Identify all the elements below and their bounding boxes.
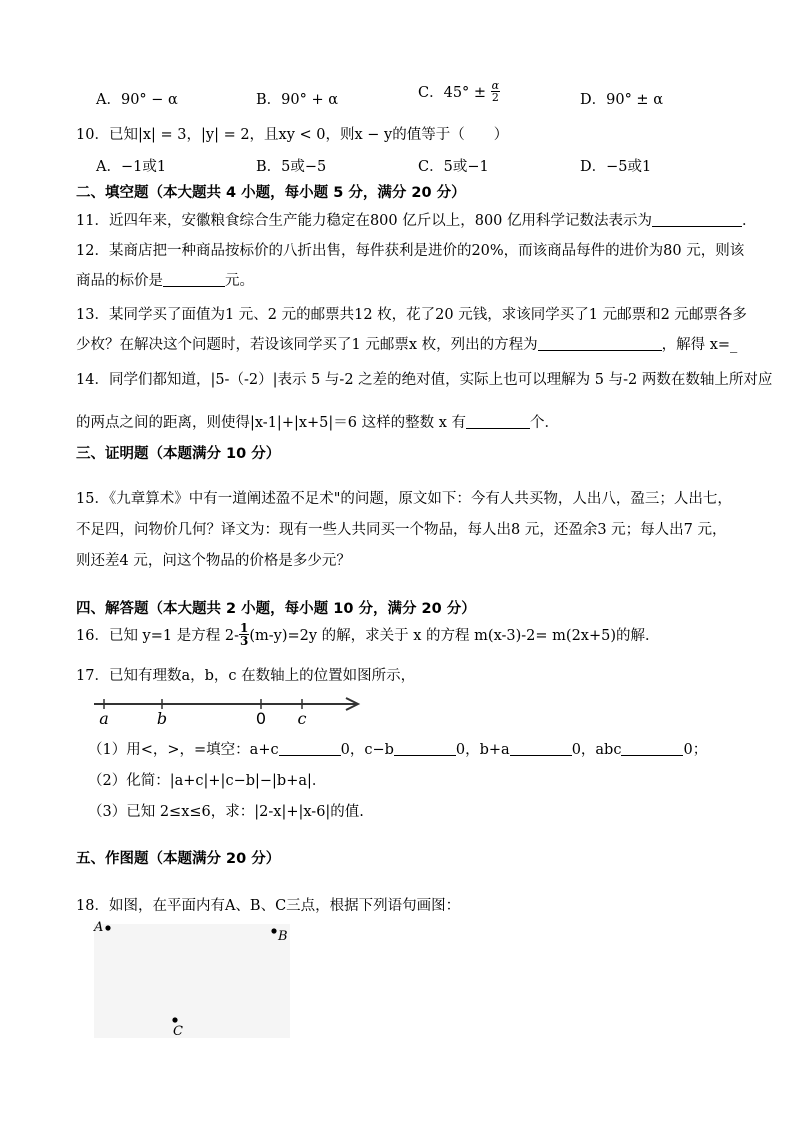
q17-number-line <box>90 694 364 728</box>
q16-post: (m-y)=2y 的解，求关于 x 的方程 m(x-3)-2= m(2x+5)的解． <box>249 628 660 644</box>
q17-part1 <box>88 738 707 759</box>
q17-stem: 17．已知有理数a，b，c 在数轴上的位置如图所示， <box>76 668 416 684</box>
q14-line1: 14．同学们都知道，|5-（-2）|表示 5 与-2 之差的绝对值，实际上也可以理解为 5 与-2 两数在数轴上所对应 <box>76 372 773 388</box>
q10-option-a: A．−1或1 <box>96 159 167 175</box>
figure-background <box>94 924 290 1038</box>
q9-option-c <box>418 80 500 103</box>
q10-option-d: D．−5或1 <box>580 159 652 175</box>
point-b-label: B <box>278 929 288 944</box>
q16-pre: 16．已知 y=1 是方程 2- <box>76 628 239 644</box>
q14-line2-pre: 的两点之间的距离，则使得|x-1|+|x+5|＝6 这样的整数 x 有 <box>76 415 467 431</box>
q15-line1: 15．《九章算术》中有一道阐述盈不足术"的问题，原文如下：今有人共买物，人出八，盈三；人出七， <box>76 491 732 507</box>
section-4-title: 四、解答题（本大题共 2 小题，每小题 10 分，满分 20 分） <box>76 601 476 617</box>
q17-part1-d: 0，abc <box>571 742 622 758</box>
q13-line2-pre: 少枚？在解决这个问题时，若设该同学买了1 元邮票x 枚，列出的方程为 <box>76 337 538 353</box>
label-b: b <box>156 709 168 728</box>
q10-option-c: C．5或−1 <box>418 159 489 175</box>
q17-blank-2[interactable] <box>394 741 456 756</box>
q9-option-c-denominator: 2 <box>491 91 499 104</box>
q13-equation-blank[interactable] <box>538 336 662 351</box>
q16-frac-num: 1 <box>239 621 249 635</box>
q11 <box>76 209 757 230</box>
q17-part2: （2）化简：|a+c|+|c−b|−|b+a|． <box>88 773 327 789</box>
q12-line2-post: 元。 <box>225 273 254 289</box>
q9-option-c-fraction <box>491 80 500 103</box>
q10-stem: 10．已知|x| = 3，|y| = 2，且xy < 0，则x − y的值等于（ ） <box>76 127 509 143</box>
point-c-label: C <box>173 1024 183 1039</box>
q13-line2 <box>76 333 737 354</box>
point-a <box>105 925 110 930</box>
point-a-label: A <box>94 920 104 935</box>
q16-frac-den: 3 <box>239 634 249 648</box>
q13-line1: 13．某同学买了面值为1 元、2 元的邮票共12 枚，花了20 元钱，求该同学买了1 元邮票和2 元邮票各多 <box>76 307 747 323</box>
q11-answer-blank[interactable] <box>652 212 742 227</box>
q12-line2 <box>76 269 254 290</box>
q10-option-b: B．5或−5 <box>256 159 327 175</box>
q12-line1: 12．某商店把一种商品按标价的八折出售，每件获利是进价的20%，而该商品每件的进价为80 元，则该 <box>76 243 745 259</box>
q13-line2-post: ，解得 x=_ <box>661 337 738 353</box>
q17-part1-b: 0，c−b <box>340 742 394 758</box>
q17-part1-end: 0； <box>683 742 708 758</box>
q17-blank-4[interactable] <box>621 741 683 756</box>
point-b <box>271 928 276 933</box>
q15-line3: 则还差4 元，问这个物品的价格是多少元？ <box>76 553 351 569</box>
q18-stem: 18．如图，在平面内有A、B、C三点，根据下列语句画图： <box>76 898 461 914</box>
q17-part3: （3）已知 2≤x≤6，求：|2-x|+|x-6|的值. <box>88 804 364 820</box>
q11-text: 11．近四年来，安徽粮食综合生产能力稳定在800 亿斤以上，800 亿用科学记数法表示为 <box>76 213 653 229</box>
q16-fraction <box>239 622 249 647</box>
q9-option-c-numerator: α <box>491 79 500 92</box>
q18-figure <box>90 918 296 1040</box>
q14-line2 <box>76 411 559 432</box>
q17-part1-c: 0，b+a <box>455 742 510 758</box>
q11-end: ． <box>742 213 757 229</box>
section-3-title: 三、证明题（本题满分 10 分） <box>76 446 281 462</box>
label-c: c <box>297 709 307 728</box>
label-0: 0 <box>255 709 267 728</box>
q9-option-c-prefix: C．45° ± <box>418 85 487 101</box>
q16 <box>76 622 660 647</box>
q17-blank-3[interactable] <box>510 741 572 756</box>
q14-line2-post: 个． <box>530 415 560 431</box>
point-c <box>172 1017 177 1022</box>
q9-option-a: A．90° − α <box>96 92 178 108</box>
q9-option-d: D．90° ± α <box>580 92 663 108</box>
label-a: a <box>99 709 109 728</box>
q17-blank-1[interactable] <box>279 741 341 756</box>
q15-line2: 不足四，问物价几何？译文为：现有一些人共同买一个物品，每人出8 元，还盈余3 元；每人出7 元， <box>76 522 727 538</box>
q12-line2-pre: 商品的标价是 <box>76 273 163 289</box>
section-2-title: 二、填空题（本大题共 4 小题，每小题 5 分，满分 20 分） <box>76 185 466 201</box>
q17-part1-pre: （1）用<，>，=填空：a+c <box>88 742 279 758</box>
q14-answer-blank[interactable] <box>466 414 530 429</box>
q9-option-b: B．90° + α <box>256 92 339 108</box>
q12-answer-blank[interactable] <box>163 272 225 287</box>
section-5-title: 五、作图题（本题满分 20 分） <box>76 851 281 867</box>
